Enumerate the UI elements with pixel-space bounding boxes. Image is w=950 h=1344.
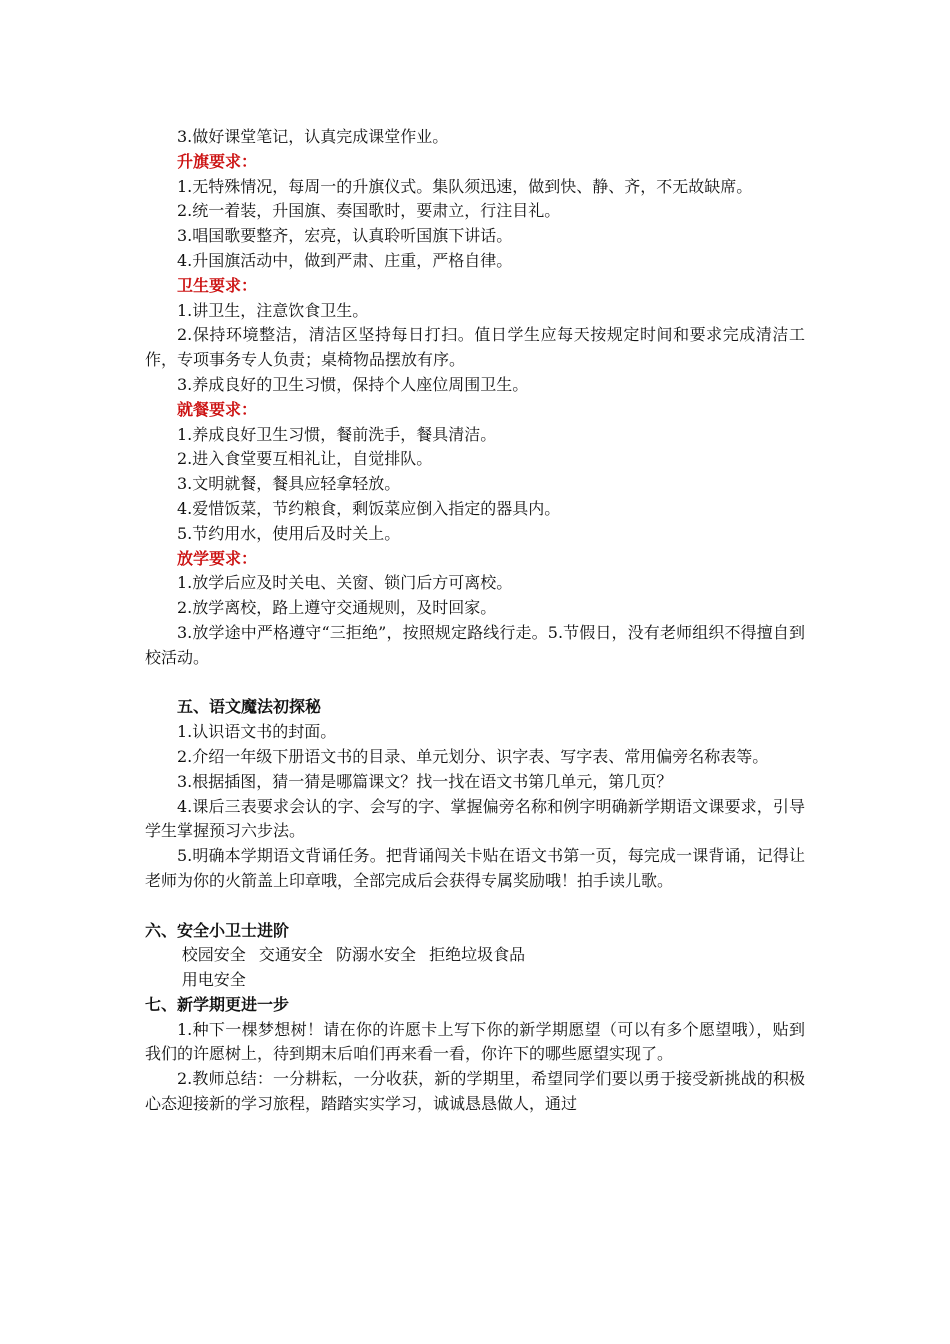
hygiene-item-1: 1.讲卫生，注意饮食卫生。	[177, 300, 369, 320]
section7-item-1: 1.种下一棵梦想树！请在你的许愿卡上写下你的新学期愿望（可以有多个愿望哦），贴到我们的许愿树上，待到期末后咱们再来看一看，你许下的哪些愿望实现了。	[145, 1019, 805, 1064]
dining-item-3: 3.文明就餐，餐具应轻拿轻放。	[177, 474, 401, 494]
safety-topic: 交通安全	[258, 945, 323, 965]
dining-item-1: 1.养成良好卫生习惯，餐前洗手，餐具清洁。	[177, 424, 497, 444]
section5-item-2: 2.介绍一年级下册语文书的目录、单元划分、识字表、写字表、常用偏旁名称表等。	[177, 746, 769, 766]
dismissal-heading: 放学要求：	[177, 548, 258, 568]
section5-item-4: 4.课后三表要求会认的字、会写的字、掌握偏旁名称和例字明确新学期语文课要求，引导学生掌握预习六步法。	[145, 796, 805, 841]
safety-topic: 用电安全	[181, 970, 246, 990]
section5-item-1: 1.认识语文书的封面。	[177, 722, 337, 742]
flag-item-2: 2.统一着装，升国旗、奏国歌时，要肃立，行注目礼。	[177, 201, 561, 221]
dining-heading: 就餐要求：	[177, 399, 258, 419]
safety-topic: 校园安全	[181, 945, 246, 965]
dining-item-5: 5.节约用水，使用后及时关上。	[177, 523, 401, 543]
dismissal-item-1: 1.放学后应及时关电、关窗、锁门后方可离校。	[177, 573, 513, 593]
hygiene-item-2: 2.保持环境整洁，清洁区坚持每日打扫。值日学生应每天按规定时间和要求完成清洁工作，专项事务专人负责；桌椅物品摆放有序。	[145, 325, 805, 370]
section7-heading: 七、新学期更进一步	[145, 994, 290, 1014]
safety-topic-extra-line	[145, 968, 805, 993]
hygiene-item-3: 3.养成良好的卫生习惯，保持个人座位周围卫生。	[177, 374, 529, 394]
hygiene-heading: 卫生要求：	[177, 275, 258, 295]
document-page	[145, 125, 805, 1117]
flag-item-3: 3.唱国歌要整齐，宏亮，认真聆听国旗下讲话。	[177, 226, 513, 246]
safety-topic: 防溺水安全	[336, 945, 417, 965]
dining-item-2: 2.进入食堂要互相礼让，自觉排队。	[177, 449, 433, 469]
section5-item-5: 5.明确本学期语文背诵任务。把背诵闯关卡贴在语文书第一页，每完成一课背诵，记得让老师为你的火箭盖上印章哦，全部完成后会获得专属奖励哦！拍手读儿歌。	[145, 846, 805, 890]
safety-topics	[145, 943, 805, 968]
section6-heading: 六、安全小卫士进阶	[145, 920, 290, 940]
spacer	[145, 671, 805, 696]
dining-item-4: 4.爱惜饭菜，节约粮食，剩饭菜应倒入指定的器具内。	[177, 498, 561, 518]
flag-heading: 升旗要求：	[177, 151, 258, 171]
intro-item-3: 3.做好课堂笔记，认真完成课堂作业。	[177, 127, 449, 146]
dismissal-item-3: 3.放学途中严格遵守“三拒绝”，按照规定路线行走。5.节假日，没有老师组织不得擅自到校活动。	[145, 622, 805, 667]
spacer	[145, 894, 805, 919]
flag-item-4: 4.升国旗活动中，做到严肃、庄重，严格自律。	[177, 250, 513, 270]
dismissal-item-2: 2.放学离校，路上遵守交通规则，及时回家。	[177, 598, 497, 618]
section7-item-2: 2.教师总结：一分耕耘，一分收获，新的学期里，希望同学们要以勇于接受新挑战的积极心态迎接新的学习旅程，踏踏实实学习，诚诚恳恳做人，通过	[145, 1069, 805, 1114]
safety-topic: 拒绝垃圾食品	[429, 945, 526, 965]
flag-item-1: 1.无特殊情况，每周一的升旗仪式。集队须迅速，做到快、静、齐，不无故缺席。	[177, 176, 753, 196]
section5-heading: 五、语文魔法初探秘	[177, 697, 322, 717]
section5-item-3: 3.根据插图，猜一猜是哪篇课文？找一找在语文书第几单元，第几页？	[177, 771, 673, 791]
